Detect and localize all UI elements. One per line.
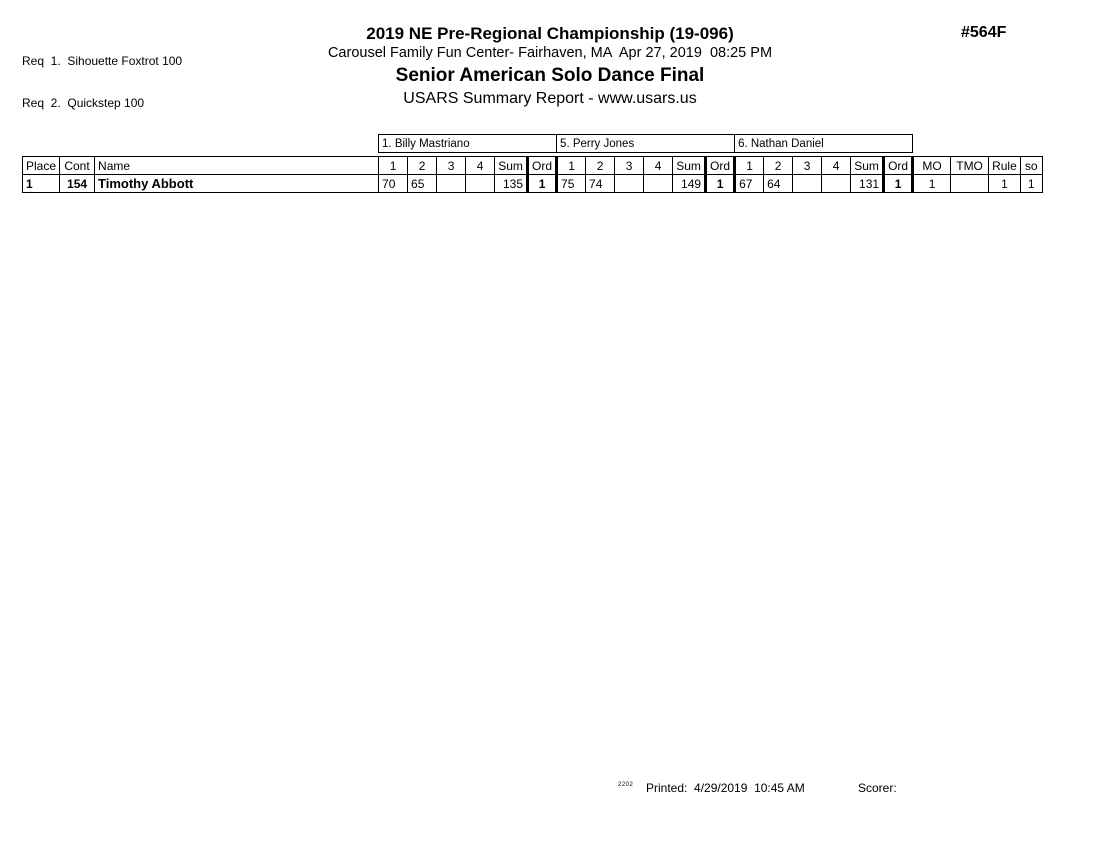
judge1-score3-header: 3 (437, 157, 466, 175)
competition-title: 2019 NE Pre-Regional Championship (19-096) (366, 24, 734, 43)
judge2-score1-header: 1 (557, 157, 586, 175)
ord-cell: 1 (528, 175, 557, 193)
judge1-score4-header: 4 (466, 157, 495, 175)
req-line-1: Req 1. Sihouette Foxtrot 100 (22, 54, 183, 68)
score-cell (466, 175, 495, 193)
table-row (23, 175, 1043, 193)
judge2-sum-header: Sum (673, 157, 706, 175)
score-cell (822, 175, 851, 193)
judge3-score1-header: 1 (735, 157, 764, 175)
judge3-sum-header: Sum (851, 157, 884, 175)
so-cell: 1 (1020, 175, 1042, 193)
judge3-score4-header: 4 (822, 157, 851, 175)
score-cell (437, 175, 466, 193)
judge3-score2-header: 2 (764, 157, 793, 175)
place-header: Place (23, 157, 60, 175)
judge3-score3-header: 3 (793, 157, 822, 175)
ord-cell: 1 (706, 175, 735, 193)
venue-date-line: Carousel Family Fun Center- Fairhaven, MA Apr 27, 2019 08:25 PM (327, 45, 773, 61)
tmo-cell (951, 175, 989, 193)
judge2-ord-header: Ord (706, 157, 735, 175)
judge1-score2-header: 2 (408, 157, 437, 175)
rule-header: Rule (989, 157, 1021, 175)
version-number: 2202 (618, 782, 634, 788)
score-cell: 74 (586, 175, 615, 193)
judge-3-name: 6. Nathan Daniel (735, 135, 913, 153)
so-header: so (1020, 157, 1042, 175)
score-cell (644, 175, 673, 193)
sum-cell: 135 (495, 175, 528, 193)
judge1-sum-header: Sum (495, 157, 528, 175)
printed-timestamp: Printed: 4/29/2019 10:45 AM (646, 781, 805, 795)
score-cell (793, 175, 822, 193)
judge1-ord-header: Ord (528, 157, 557, 175)
column-header-row (23, 157, 1043, 175)
score-cell (615, 175, 644, 193)
program-number: #564F (961, 24, 1007, 41)
cont-header: Cont (60, 157, 95, 175)
mo-header: MO (913, 157, 951, 175)
judge3-ord-header: Ord (884, 157, 913, 175)
judge-row-spacer-left (23, 135, 379, 153)
judge-row-spacer-right (913, 135, 1043, 153)
judge2-score2-header: 2 (586, 157, 615, 175)
judge-2-name: 5. Perry Jones (557, 135, 735, 153)
name-header: Name (95, 157, 379, 175)
judge1-score1-header: 1 (379, 157, 408, 175)
mo-cell: 1 (913, 175, 951, 193)
score-cell: 64 (764, 175, 793, 193)
score-cell: 67 (735, 175, 764, 193)
skater-name-cell: Timothy Abbott (95, 175, 379, 193)
judge-1-name: 1. Billy Mastriano (379, 135, 557, 153)
results-table (22, 134, 1043, 193)
score-cell: 75 (557, 175, 586, 193)
tmo-header: TMO (951, 157, 989, 175)
event-title: Senior American Solo Dance Final (395, 65, 705, 86)
score-cell: 70 (379, 175, 408, 193)
judge2-score3-header: 3 (615, 157, 644, 175)
rule-cell: 1 (989, 175, 1021, 193)
score-cell: 65 (408, 175, 437, 193)
ord-cell: 1 (884, 175, 913, 193)
req-line-2: Req 2. Quickstep 100 (22, 96, 145, 110)
judge2-score4-header: 4 (644, 157, 673, 175)
scorer-label: Scorer: (858, 781, 897, 795)
judge-header-row (23, 135, 1043, 153)
sum-cell: 131 (851, 175, 884, 193)
cont-cell: 154 (60, 175, 95, 193)
report-type-line: USARS Summary Report - www.usars.us (403, 90, 697, 107)
place-cell: 1 (23, 175, 60, 193)
sum-cell: 149 (673, 175, 706, 193)
